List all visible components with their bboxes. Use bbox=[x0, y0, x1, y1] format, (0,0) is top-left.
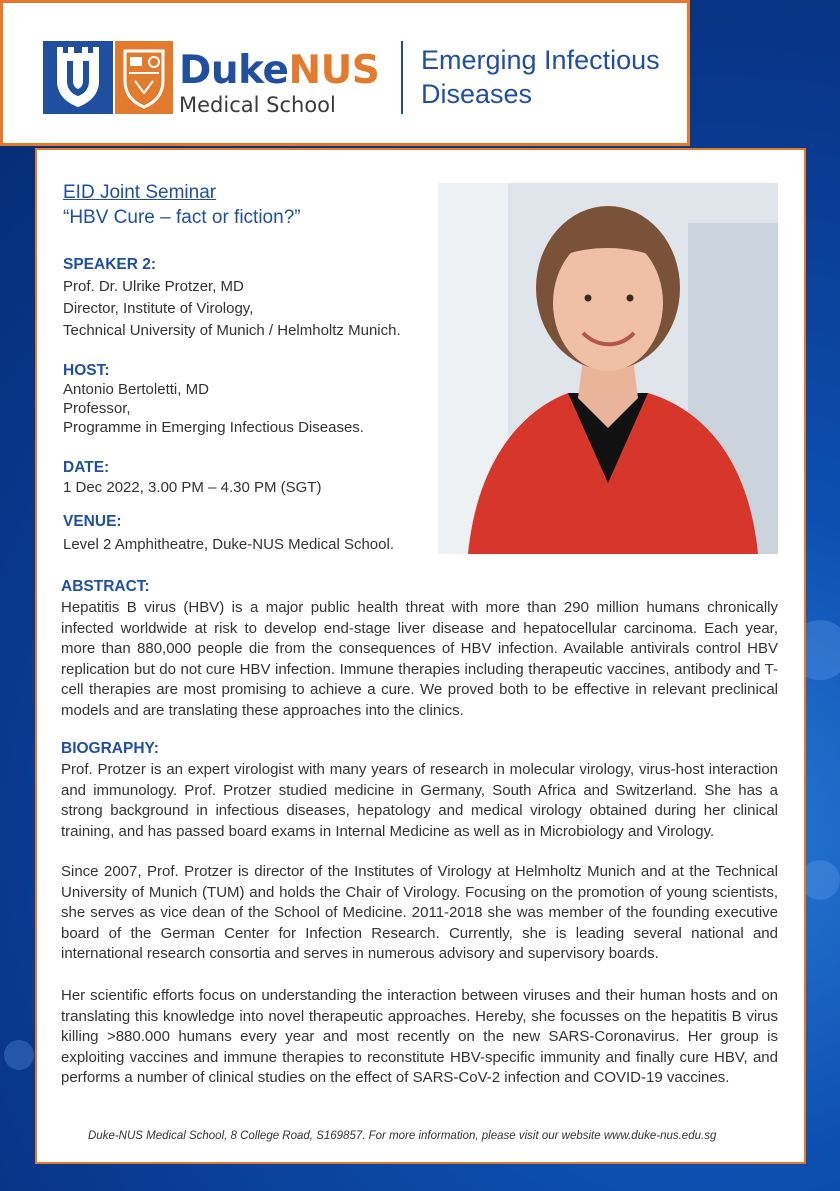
speaker-name: Prof. Dr. Ulrike Protzer, MD bbox=[63, 278, 244, 295]
host-affiliation: Programme in Emerging Infectious Diseases. bbox=[63, 419, 364, 436]
venue-label: VENUE: bbox=[63, 513, 122, 530]
seminar-heading bbox=[63, 180, 301, 230]
biography-paragraph-3: Her scientific efforts focus on understanding the interaction between viruses and their human hosts and on translating this knowledge into novel therapeutic approaches. Hereby, she focusses on the hepatitis B virus killing >880.000 humans every year and most recently on the new SARS-Coronavirus. Her group is exploiting vaccines and immune therapies to reconstitute HBV-specific immunity and finally cure HBV, and performs a number of clinical studies on the effect of SARS-CoV-2 infection and COVID-19 vaccines. bbox=[61, 987, 778, 1087]
programme-title: Emerging Infectious Diseases bbox=[421, 45, 660, 109]
biography-paragraph-2: Since 2007, Prof. Protzer is director of the Institutes of Virology at Helmholtz Munich and at the Technical University of Munich (TUM) and holds the Chair of Virology. Focusing on the promotion of young scientists, she serves as vice dean of the School of Medicine. 2011-2018 she was member of the founding executive board of the German Center for Infection Research. Currently, she is leading several national and international research consortia and serves in numerous advisory and supervisory boards. bbox=[61, 863, 778, 963]
background-decoration bbox=[800, 860, 840, 900]
abstract-text: Hepatitis B virus (HBV) is a major public health threat with more than 290 million humans chronically infected worldwide at risk to develop end-stage liver disease and hepatocellular carcinoma. Each year, more than 880,000 people die from the consequences of HBV infection. Available antivirals control HBV replication but do not cure HBV infection. Immune therapies including therapeutic vaccines, antibody and T-cell therapies are most promising to achieve a cure. We proved both to be effective in relevant preclinical models and are translating these approaches into the clinics. bbox=[61, 599, 778, 719]
brand-duke-text: Duke bbox=[179, 48, 289, 93]
background-decoration bbox=[4, 1040, 34, 1070]
abstract-label: ABSTRACT: bbox=[61, 578, 150, 595]
speaker-photo bbox=[438, 183, 778, 554]
speaker-label: SPEAKER 2: bbox=[63, 256, 157, 273]
speaker-role: Director, Institute of Virology, bbox=[63, 300, 254, 317]
brand-nus-text: NUS bbox=[288, 48, 380, 93]
host-section bbox=[63, 362, 364, 437]
brand-wordmark bbox=[179, 48, 380, 93]
host-role: Professor, bbox=[63, 400, 131, 417]
host-label: HOST: bbox=[63, 362, 110, 379]
date-label: DATE: bbox=[63, 459, 110, 476]
venue-value: Level 2 Amphitheatre, Duke-NUS Medical School. bbox=[63, 536, 394, 553]
date-section bbox=[63, 459, 321, 499]
speaker-section bbox=[63, 256, 401, 342]
biography-paragraph-1: Prof. Protzer is an expert virologist with many years of research in molecular virology, virus-host interaction and immunology. Prof. Protzer studied medicine in Germany, South Africa and Switzerland. She has a strong background in infectious diseases, hepatology and medical virology obtained during her clinical training, and has passed board exams in Internal Medicine as well as in Microbiology and Virology. bbox=[61, 761, 778, 840]
biography-label: BIOGRAPHY: bbox=[61, 740, 159, 757]
host-name: Antonio Bertoletti, MD bbox=[63, 381, 209, 398]
header-divider bbox=[401, 41, 403, 114]
seminar-series: EID Joint Seminar bbox=[63, 182, 217, 203]
seminar-title: “HBV Cure – fact or fiction?” bbox=[63, 207, 301, 228]
duke-shield-logo bbox=[43, 41, 113, 114]
nus-crest-logo bbox=[115, 41, 173, 114]
footer-contact: Duke-NUS Medical School, 8 College Road, S169857. For more information, please visit our website www.duke-nus.edu.sg bbox=[88, 1130, 717, 1142]
date-value: 1 Dec 2022, 3.00 PM – 4.30 PM (SGT) bbox=[63, 479, 322, 496]
speaker-affiliation: Technical University of Munich / Helmholtz Munich. bbox=[63, 322, 401, 339]
brand-subtitle: Medical School bbox=[179, 93, 336, 117]
header-banner bbox=[0, 0, 690, 146]
venue-section bbox=[63, 513, 394, 556]
